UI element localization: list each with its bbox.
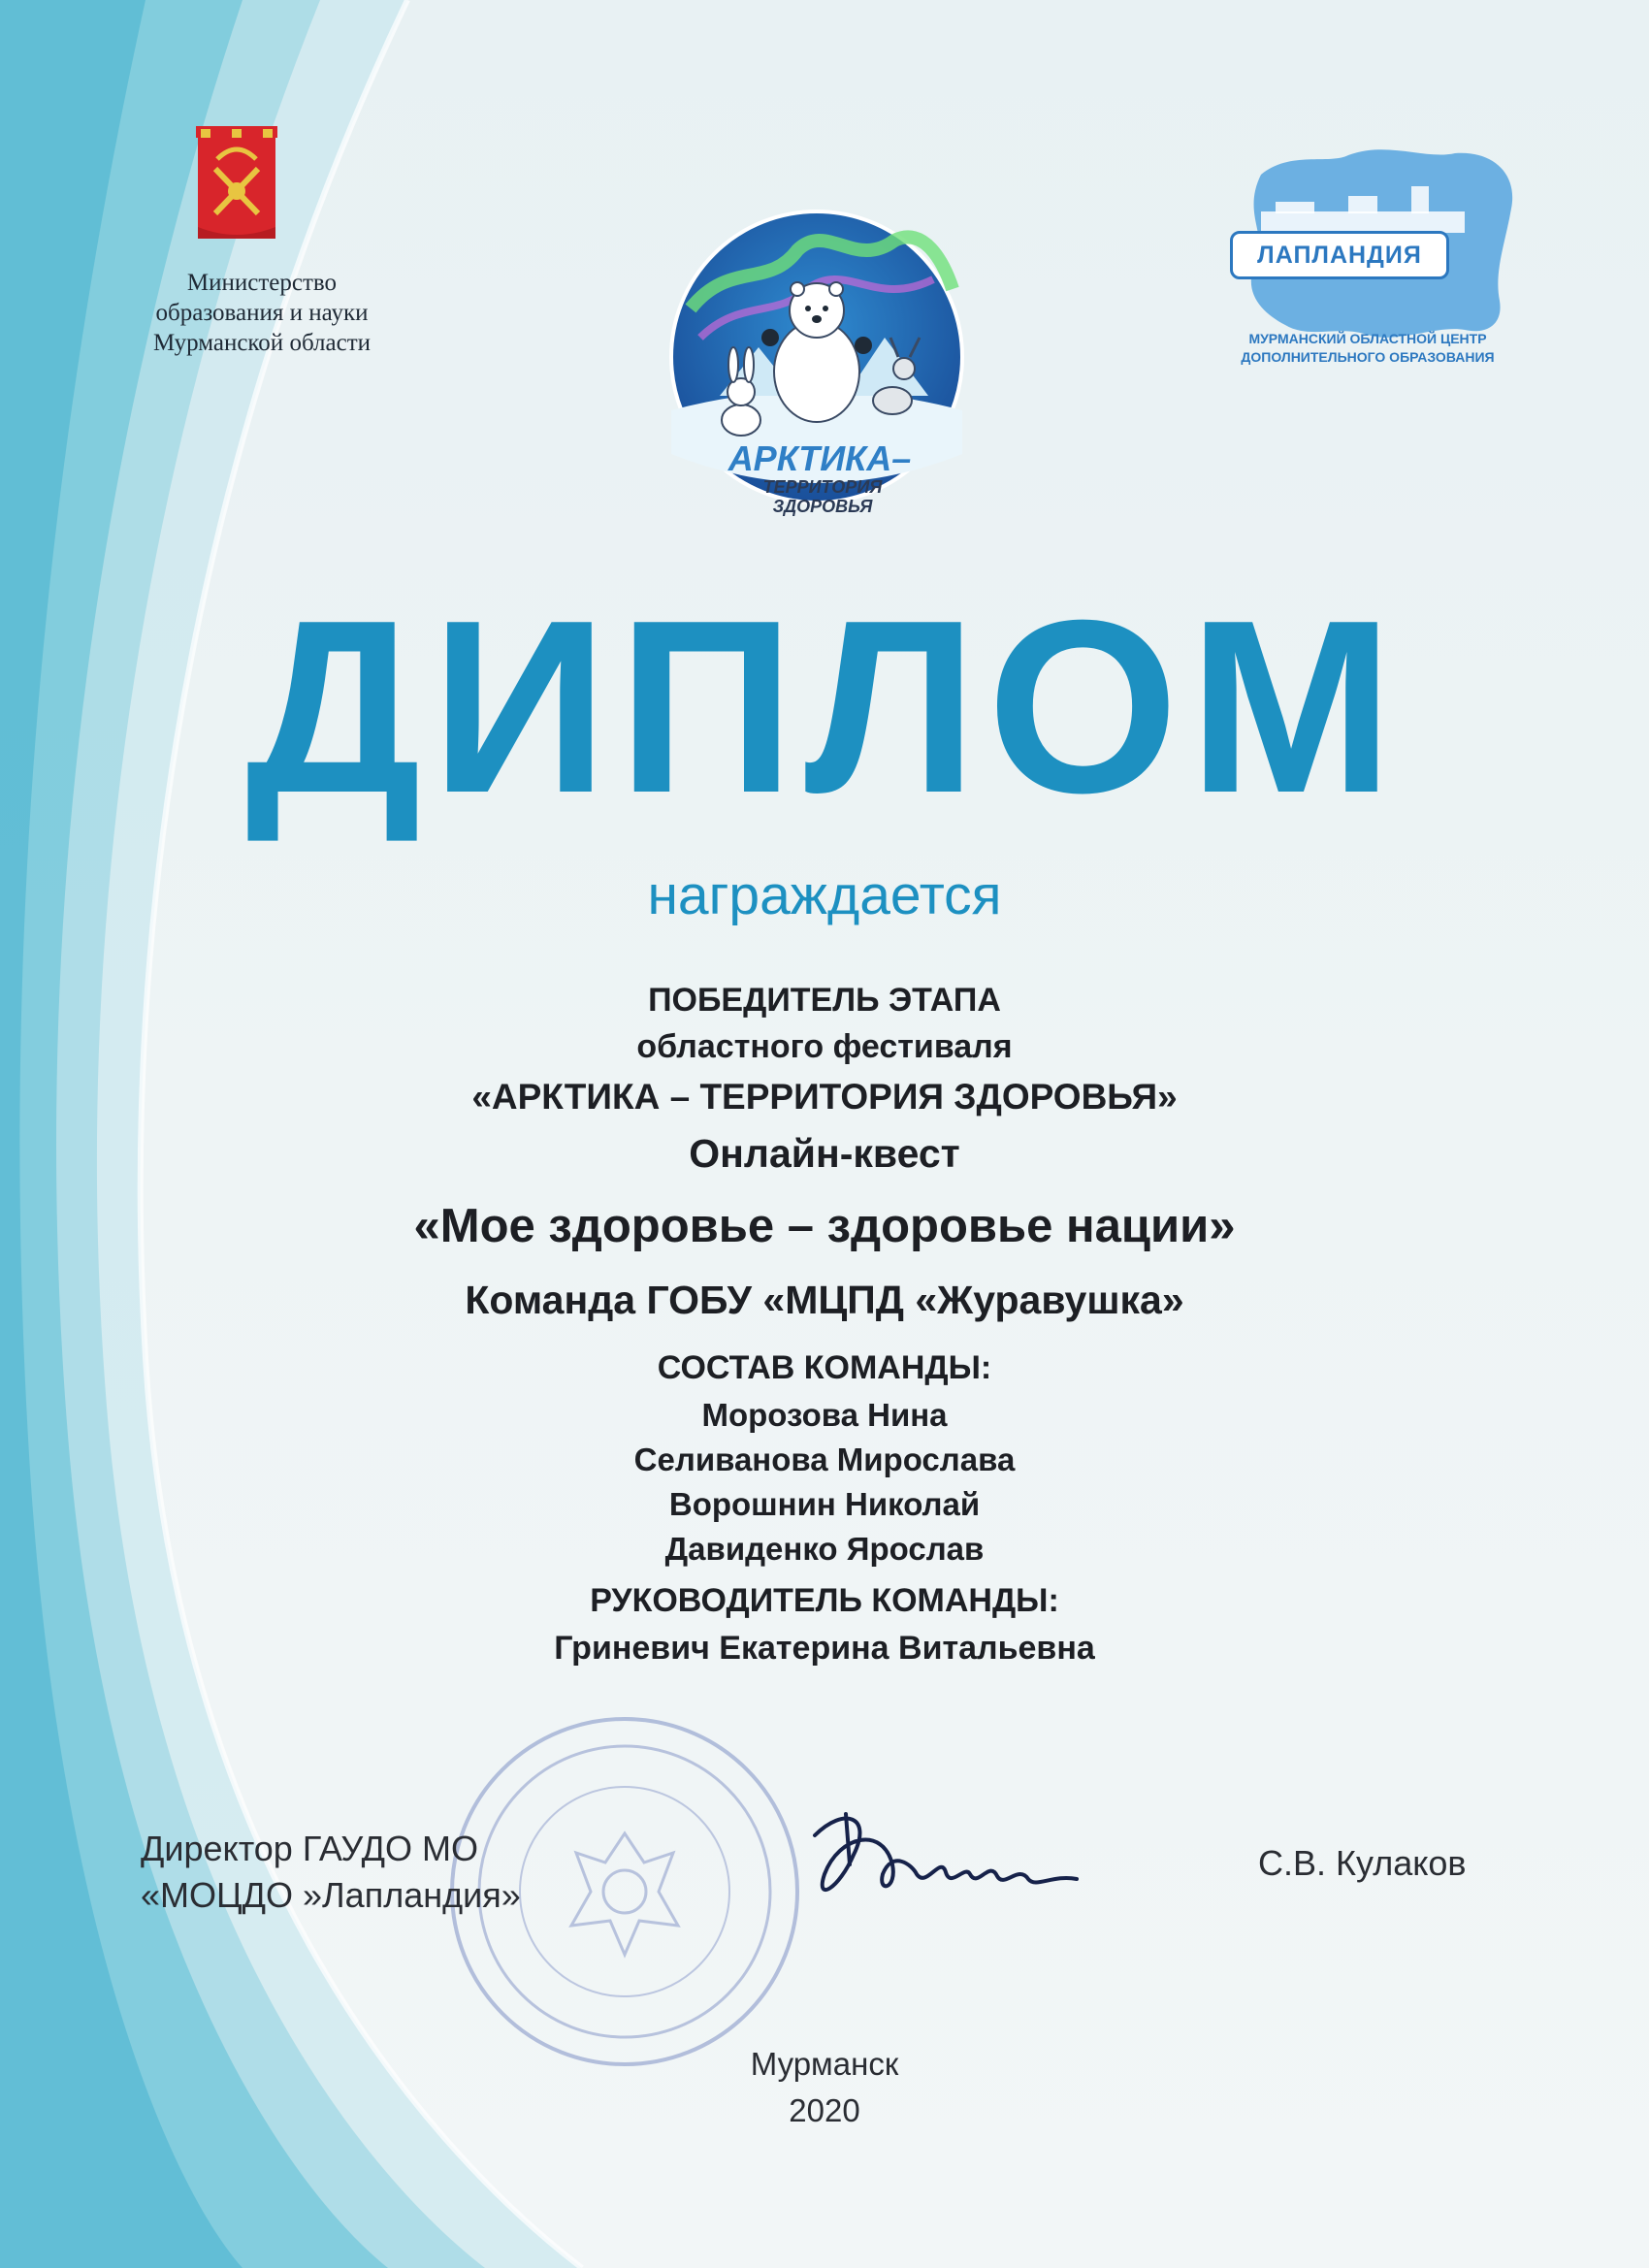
lapland-caption (1203, 330, 1533, 367)
quest-label: Онлайн-квест (689, 1131, 960, 1176)
diploma-title: ДИПЛОМ (245, 568, 1404, 844)
team-member: Селиванова Мирослава (633, 1442, 1016, 1477)
team-name: Команда ГОБУ «МЦПД «Журавушка» (465, 1278, 1184, 1322)
festival-logo-subtitle-2: ЗДОРОВЬЯ (772, 497, 873, 516)
team-member: Морозова Нина (701, 1397, 948, 1433)
winner-label: ПОБЕДИТЕЛЬ ЭТАПА (648, 982, 1001, 1019)
festival-intro: областного фестиваля (636, 1028, 1013, 1065)
members-heading: СОСТАВ КОМАНДЫ: (657, 1349, 992, 1386)
city: Мурманск (750, 2046, 899, 2082)
year: 2020 (789, 2092, 860, 2128)
team-member: Давиденко Ярослав (664, 1531, 985, 1567)
ministry-line-2: образования и науки (155, 300, 369, 326)
signer-name: С.В. Кулаков (1258, 1843, 1467, 1883)
lapland-caption-line-2: ДОПОЛНИТЕЛЬНОГО ОБРАЗОВАНИЯ (1241, 349, 1495, 365)
coat-of-arms-icon (196, 126, 277, 241)
ministry-name (136, 268, 388, 358)
team-member: Ворошнин Николай (668, 1486, 981, 1522)
director-position-line-1: Директор ГАУДО МО (141, 1829, 478, 1868)
festival-name: «АРКТИКА – ТЕРРИТОРИЯ ЗДОРОВЬЯ» (471, 1077, 1178, 1117)
ministry-block (136, 126, 388, 358)
festival-logo-title: АРКТИКА– (728, 438, 912, 478)
director-position-line-2: «МОЦДО »Лапландия» (141, 1875, 521, 1915)
festival-logo-subtitle-1: ТЕРРИТОРИЯ (762, 477, 883, 497)
leader-heading: РУКОВОДИТЕЛЬ КОМАНДЫ: (590, 1582, 1059, 1619)
signature-icon (786, 1797, 1096, 1923)
awarded-label: награждается (647, 864, 1002, 926)
ministry-line-1: Министерство (186, 270, 338, 296)
team-leader: Гриневич Екатерина Витальевна (554, 1630, 1095, 1667)
lapland-badge: ЛАПЛАНДИЯ (1230, 231, 1449, 279)
lapland-caption-line-1: МУРМАНСКИЙ ОБЛАСТНОЙ ЦЕНТР (1248, 331, 1487, 346)
ministry-line-3: Мурманской области (152, 330, 372, 356)
director-position (141, 1826, 521, 1919)
quest-name: «Мое здоровье – здоровье нации» (413, 1200, 1236, 1252)
